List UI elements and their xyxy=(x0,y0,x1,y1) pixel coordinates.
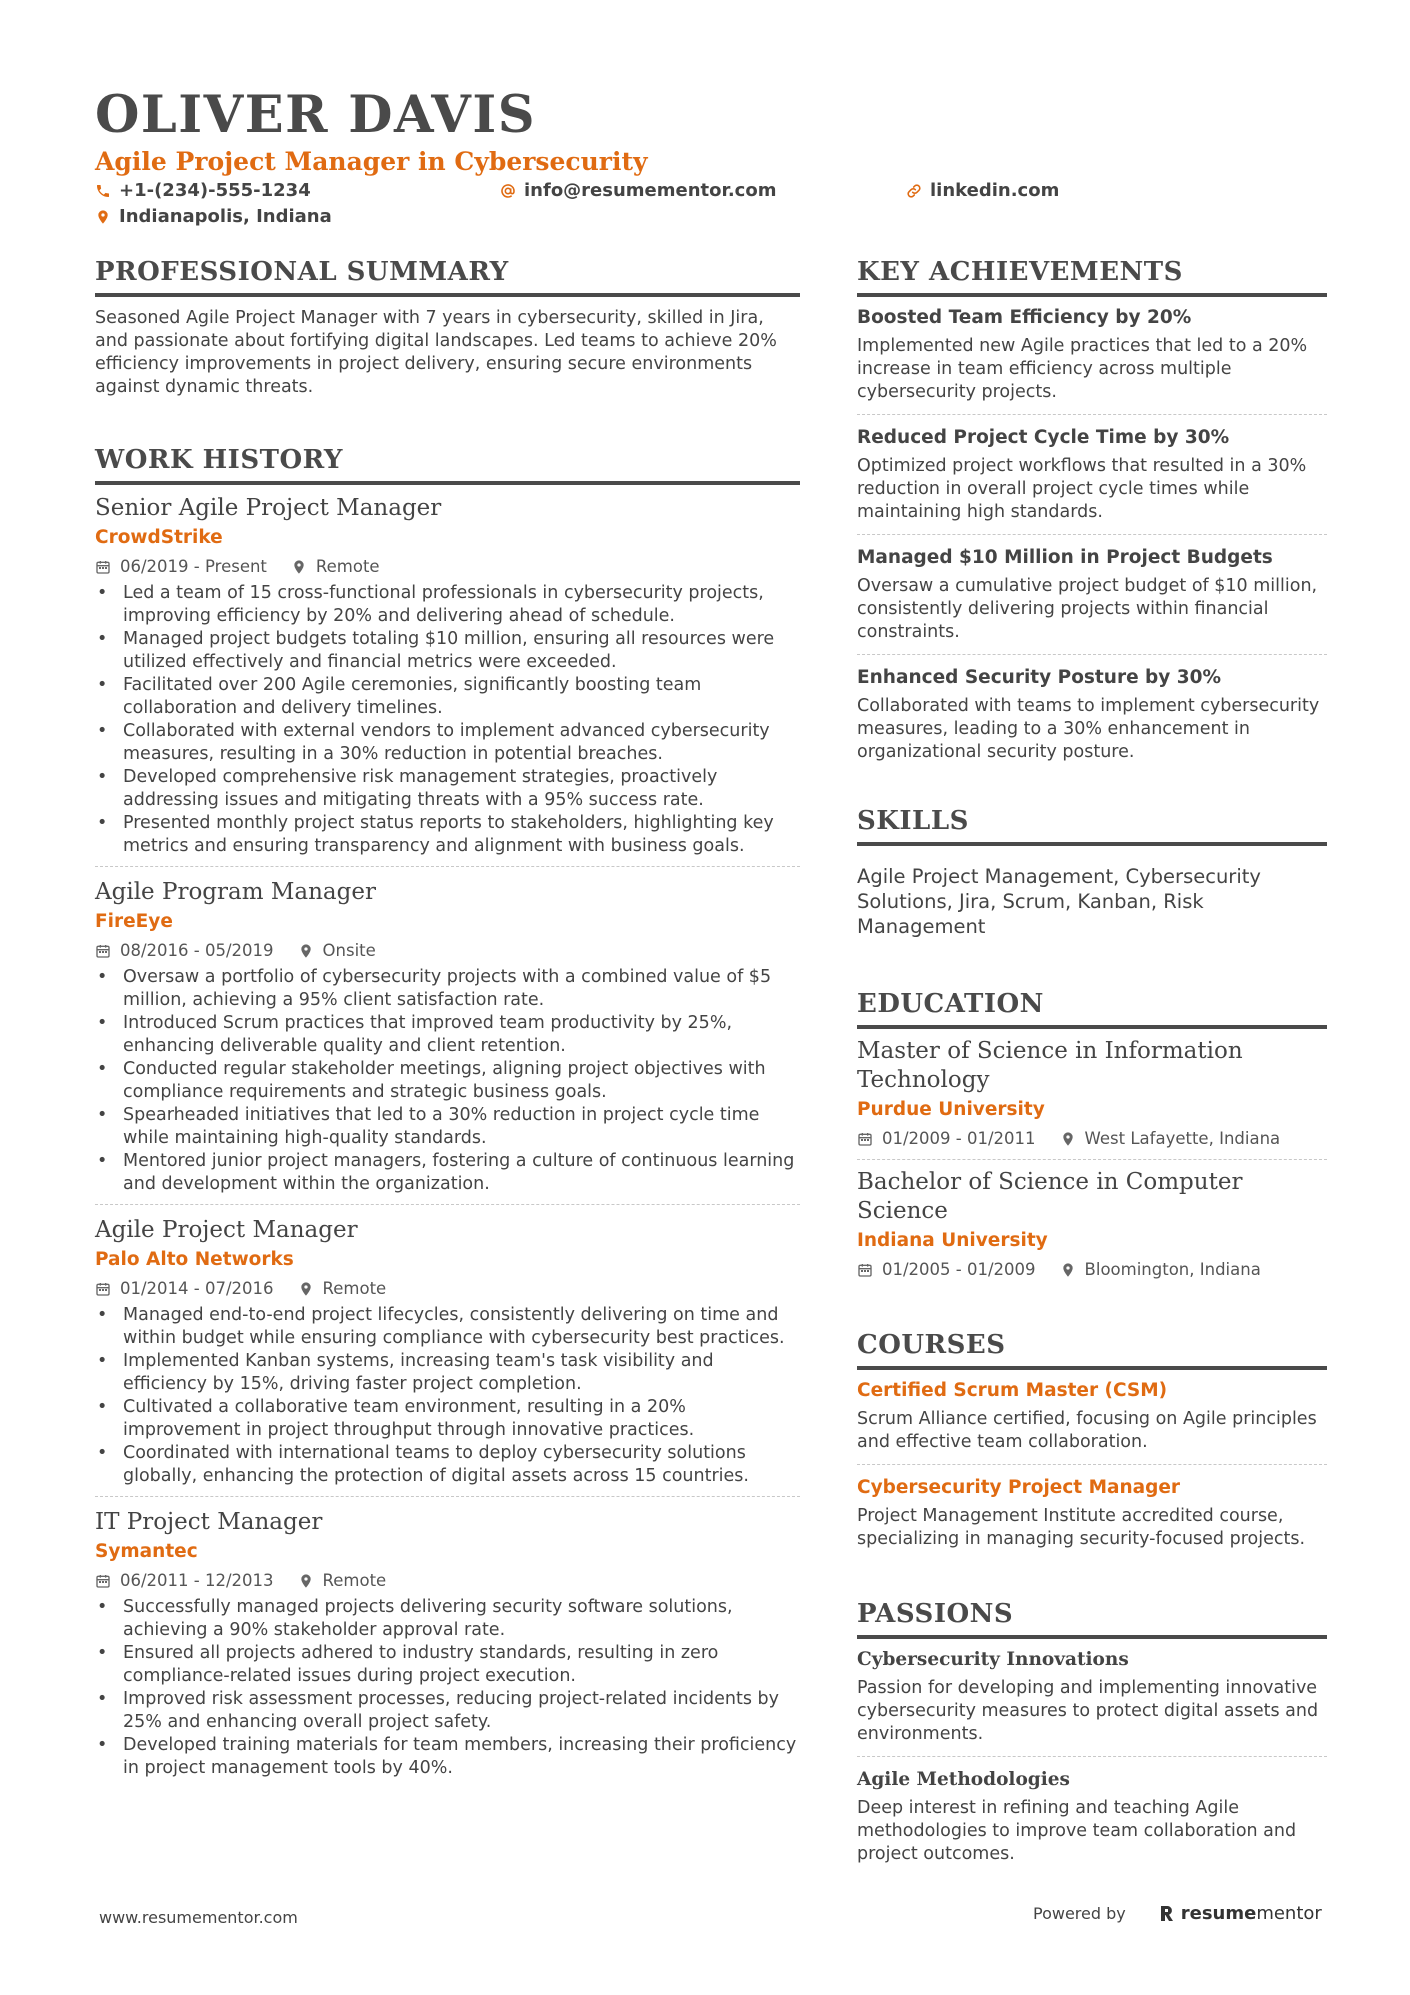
job-bullets xyxy=(95,1596,800,1780)
education-dates: 01/2005 - 01/2009 xyxy=(882,1260,1036,1279)
passion-divider xyxy=(857,1756,1327,1757)
calendar-icon xyxy=(95,559,111,575)
at-icon xyxy=(500,183,516,199)
course-title: Certified Scrum Master (CSM) xyxy=(857,1380,1168,1401)
course-divider xyxy=(857,1464,1327,1465)
passion-title: Cybersecurity Innovations xyxy=(857,1649,1129,1670)
education-divider xyxy=(857,1159,1327,1160)
passions-heading: PASSIONS xyxy=(857,1597,1327,1639)
job-bullet: • Managed project budgets totaling $10 million, ensuring all resources were utilized effectively and financial metrics were exceeded. xyxy=(95,628,800,674)
job-entry xyxy=(95,877,800,1196)
education-item xyxy=(857,1037,1327,1151)
job-title: Agile Program Manager xyxy=(95,879,376,905)
job-location-wrap xyxy=(298,1569,387,1593)
job-bullet: • Introduced Scrum practices that improved team productivity by 25%, enhancing deliverable quality and client retention. xyxy=(95,1012,800,1058)
passion-text: Deep interest in refining and teaching Agile methodologies to improve team collaboration and project outcomes. xyxy=(857,1798,1297,1864)
summary-text: Seasoned Agile Project Manager with 7 years in cybersecurity, skilled in Jira, and passionate about fortifying digital landscapes. Led teams to achieve 20% efficiency improvements in project delivery, ensuring secure environments against dynamic threats. xyxy=(95,308,777,397)
job-bullet: • Improved risk assessment processes, reducing project-related incidents by 25% and enhancing overall project safety. xyxy=(95,1688,800,1734)
job-dates: 01/2014 - 07/2016 xyxy=(120,1279,274,1298)
job-meta xyxy=(95,1569,800,1593)
location-text: Indianapolis, Indiana xyxy=(119,206,332,227)
education-school: Purdue University xyxy=(857,1099,1045,1120)
job-company: CrowdStrike xyxy=(95,527,223,548)
job-bullet: • Conducted regular stakeholder meetings, aligning project objectives with compliance requirements and strategic business goals. xyxy=(95,1058,800,1104)
job-bullets xyxy=(95,966,800,1196)
powered-by-label: Powered by xyxy=(1033,1904,1126,1923)
education-meta xyxy=(857,1258,1327,1282)
job-bullet: • Managed end-to-end project lifecycles, consistently delivering on time and within budget while ensuring compliance with cybersecurity best practices. xyxy=(95,1304,800,1350)
job-meta xyxy=(95,939,800,963)
calendar-icon xyxy=(95,943,111,959)
passion-text: Passion for developing and implementing innovative cybersecurity measures to protect digital assets and environments. xyxy=(857,1678,1319,1744)
course-item xyxy=(857,1378,1327,1454)
calendar-icon xyxy=(857,1262,873,1278)
achievement-item xyxy=(857,665,1327,764)
job-bullet: • Spearheaded initiatives that led to a 30% reduction in project cycle time while maintaining high-quality standards. xyxy=(95,1104,800,1150)
course-text: Scrum Alliance certified, focusing on Agile principles and effective team collaboration. xyxy=(857,1409,1317,1452)
job-divider xyxy=(95,1204,800,1205)
right-column xyxy=(857,255,1327,1866)
job-location: Remote xyxy=(322,1571,387,1590)
achievement-item xyxy=(857,425,1327,524)
achievement-text: Collaborated with teams to implement cybersecurity measures, leading to a 30% enhancement in organizational security posture. xyxy=(857,696,1320,762)
education-heading: EDUCATION xyxy=(857,987,1327,1029)
calendar-icon xyxy=(95,1573,111,1589)
education-degree: Master of Science in Information Technology xyxy=(857,1038,1243,1093)
job-bullet: • Implemented Kanban systems, increasing team's task visibility and efficiency by 15%, driving faster project completion. xyxy=(95,1350,800,1396)
footer-website[interactable]: www.resumementor.com xyxy=(99,1908,298,1927)
left-column xyxy=(95,255,800,1780)
job-bullet: • Developed training materials for team members, increasing their proficiency in project management tools by 40%. xyxy=(95,1734,800,1780)
brand-name-light: mentor xyxy=(1256,1903,1322,1924)
education-location-wrap xyxy=(1060,1127,1281,1151)
job-location: Onsite xyxy=(322,941,376,960)
job-dates: 06/2019 - Present xyxy=(120,557,267,576)
phone-text: +1-(234)-555-1234 xyxy=(119,180,311,201)
education-item xyxy=(857,1168,1327,1282)
location-pin-icon xyxy=(291,559,307,575)
job-location: Remote xyxy=(315,557,380,576)
achievement-divider xyxy=(857,414,1327,415)
job-bullet: • Coordinated with international teams to deploy cybersecurity solutions globally, enhancing the protection of digital assets across 15 countries. xyxy=(95,1442,800,1488)
job-location-wrap xyxy=(298,939,376,963)
achievement-divider xyxy=(857,654,1327,655)
job-title: IT Project Manager xyxy=(95,1509,323,1535)
job-company: Symantec xyxy=(95,1541,198,1562)
contact-info xyxy=(95,180,1325,236)
contact-phone[interactable] xyxy=(95,180,311,201)
achievement-divider xyxy=(857,534,1327,535)
course-item xyxy=(857,1475,1327,1551)
job-entry xyxy=(95,493,800,858)
brand-logo[interactable] xyxy=(1158,1903,1322,1924)
job-bullet: • Collaborated with external vendors to implement advanced cybersecurity measures, resulting in a 30% reduction in potential breaches. xyxy=(95,720,800,766)
education-school: Indiana University xyxy=(857,1230,1048,1251)
passion-title: Agile Methodologies xyxy=(857,1769,1070,1790)
job-bullet: • Successfully managed projects delivering security software solutions, achieving a 90% stakeholder approval rate. xyxy=(95,1596,800,1642)
job-divider xyxy=(95,866,800,867)
location-pin-icon xyxy=(95,209,111,225)
summary-heading: PROFESSIONAL SUMMARY xyxy=(95,255,800,297)
job-divider xyxy=(95,1496,800,1497)
email-text: info@resumementor.com xyxy=(524,180,777,201)
candidate-name: OLIVER DAVIS xyxy=(95,85,537,145)
achievement-text: Implemented new Agile practices that led to a 20% increase in team efficiency across multiple cybersecurity projects. xyxy=(857,336,1308,402)
job-bullet: • Ensured all projects adhered to industry standards, resulting in zero compliance-related issues during project execution. xyxy=(95,1642,800,1688)
education-location: West Lafayette, Indiana xyxy=(1084,1129,1281,1148)
job-entry xyxy=(95,1215,800,1488)
calendar-icon xyxy=(857,1131,873,1147)
job-location-wrap xyxy=(291,555,380,579)
achievement-title: Reduced Project Cycle Time by 30% xyxy=(857,427,1230,448)
job-bullet: • Presented monthly project status reports to stakeholders, highlighting key metrics and ensuring transparency and alignment with business goals. xyxy=(95,812,800,858)
job-bullet: • Cultivated a collaborative team environment, resulting in a 20% improvement in project throughput through innovative practices. xyxy=(95,1396,800,1442)
achievement-text: Optimized project workflows that resulted in a 30% reduction in overall project cycle times while maintaining high standards. xyxy=(857,456,1307,522)
calendar-icon xyxy=(95,1281,111,1297)
work-history-heading: WORK HISTORY xyxy=(95,443,800,485)
resume-header xyxy=(95,84,1325,236)
location-pin-icon xyxy=(1060,1131,1076,1147)
courses-heading: COURSES xyxy=(857,1328,1327,1370)
job-title: Agile Project Manager xyxy=(95,1217,358,1243)
job-bullet: • Developed comprehensive risk management strategies, proactively addressing issues and mitigating threats with a 95% success rate. xyxy=(95,766,800,812)
achievement-title: Managed $10 Million in Project Budgets xyxy=(857,547,1273,568)
job-bullets xyxy=(95,1304,800,1488)
candidate-title: Agile Project Manager in Cybersecurity xyxy=(95,147,648,176)
course-text: Project Management Institute accredited course, specializing in managing security-focused projects. xyxy=(857,1506,1306,1549)
job-bullets xyxy=(95,582,800,858)
passion-item xyxy=(857,1647,1327,1746)
job-bullet: • Led a team of 15 cross-functional professionals in cybersecurity projects, improving efficiency by 20% and delivering ahead of schedule. xyxy=(95,582,800,628)
achievement-title: Boosted Team Efficiency by 20% xyxy=(857,307,1192,328)
job-dates: 06/2011 - 12/2013 xyxy=(120,1571,274,1590)
education-dates: 01/2009 - 01/2011 xyxy=(882,1129,1036,1148)
location-pin-icon xyxy=(1060,1262,1076,1278)
job-location: Remote xyxy=(322,1279,387,1298)
passion-item xyxy=(857,1767,1327,1866)
location-pin-icon xyxy=(298,943,314,959)
education-meta xyxy=(857,1127,1327,1151)
phone-icon xyxy=(95,183,111,199)
job-entry xyxy=(95,1507,800,1780)
skills-text: Agile Project Management, Cybersecurity Solutions, Jira, Scrum, Kanban, Risk Management xyxy=(857,865,1261,938)
linkedin-text: linkedin.com xyxy=(930,180,1060,201)
footer-branding xyxy=(1033,1903,1322,1924)
education-location: Bloomington, Indiana xyxy=(1084,1260,1261,1279)
job-dates: 08/2016 - 05/2019 xyxy=(120,941,274,960)
job-meta xyxy=(95,1277,800,1301)
link-icon xyxy=(906,183,922,199)
job-bullet: • Facilitated over 200 Agile ceremonies, significantly boosting team collaboration and delivery timelines. xyxy=(95,674,800,720)
job-location-wrap xyxy=(298,1277,387,1301)
resumementor-logo-icon xyxy=(1158,1904,1175,1923)
achievement-item xyxy=(857,305,1327,404)
job-bullet: • Mentored junior project managers, fostering a culture of continuous learning and development within the organization. xyxy=(95,1150,800,1196)
achievement-title: Enhanced Security Posture by 30% xyxy=(857,667,1222,688)
job-bullet: • Oversaw a portfolio of cybersecurity projects with a combined value of $5 million, achieving a 95% client satisfaction rate. xyxy=(95,966,800,1012)
job-company: Palo Alto Networks xyxy=(95,1249,294,1270)
contact-location xyxy=(95,206,332,227)
achievement-item xyxy=(857,545,1327,644)
job-meta xyxy=(95,555,800,579)
location-pin-icon xyxy=(298,1281,314,1297)
skills-heading: SKILLS xyxy=(857,804,1327,846)
achievements-heading: KEY ACHIEVEMENTS xyxy=(857,255,1327,297)
course-title: Cybersecurity Project Manager xyxy=(857,1477,1181,1498)
contact-email[interactable] xyxy=(500,180,776,201)
brand-name-bold: resume xyxy=(1180,1903,1257,1924)
job-title: Senior Agile Project Manager xyxy=(95,495,442,521)
education-degree: Bachelor of Science in Computer Science xyxy=(857,1169,1243,1224)
contact-linkedin[interactable] xyxy=(906,180,1059,201)
location-pin-icon xyxy=(298,1573,314,1589)
education-location-wrap xyxy=(1060,1258,1261,1282)
achievement-text: Oversaw a cumulative project budget of $10 million, consistently delivering projects within financial constraints. xyxy=(857,576,1318,642)
job-company: FireEye xyxy=(95,911,173,932)
